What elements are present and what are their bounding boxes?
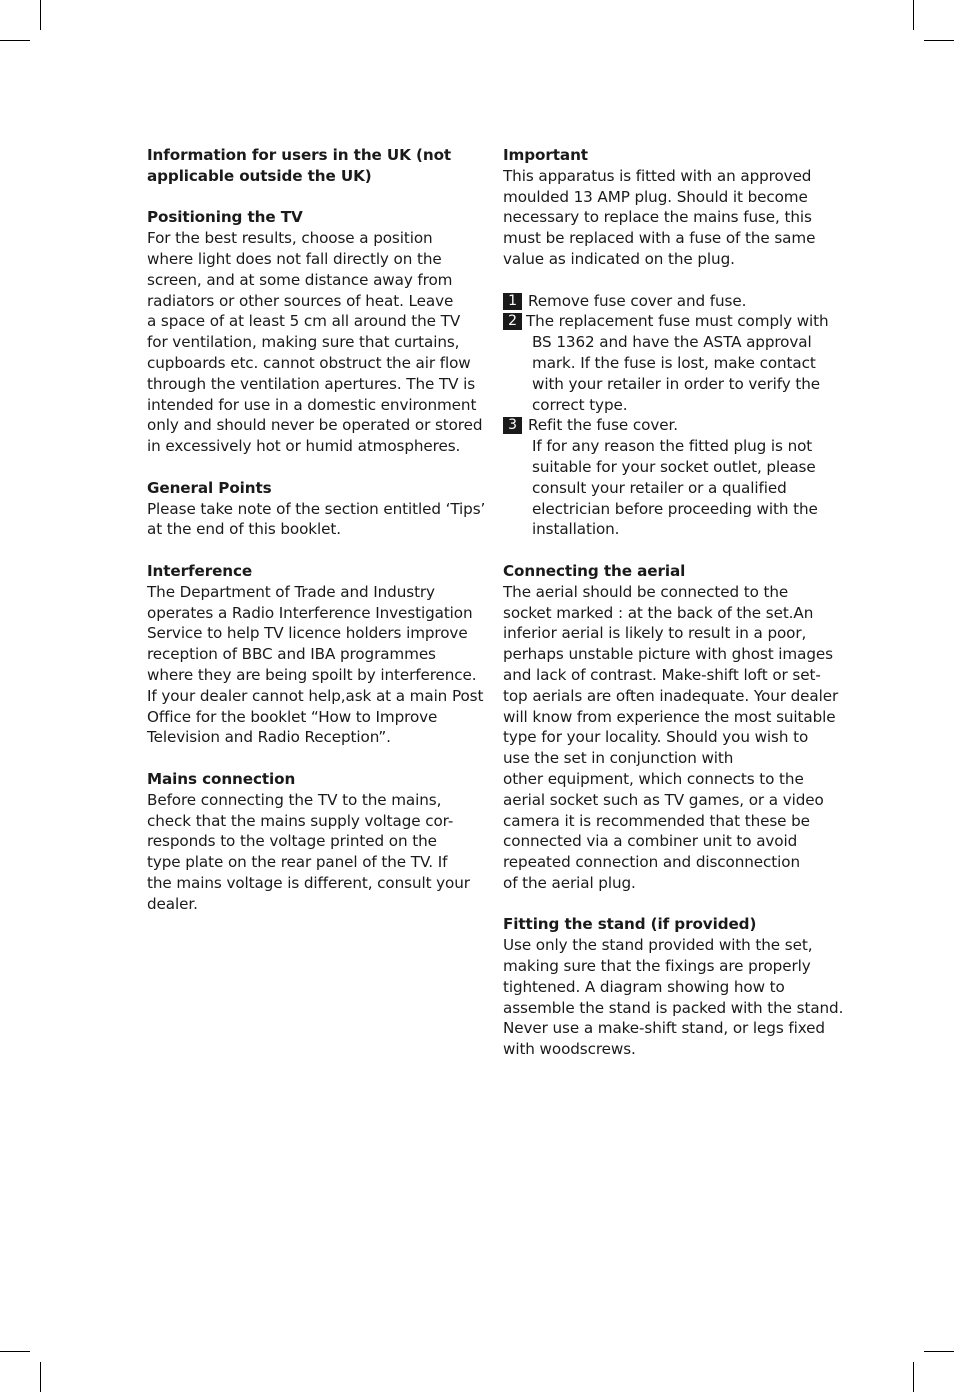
text-line: camera it is recommended that these be (503, 811, 810, 830)
fuse-steps (503, 291, 833, 541)
step-number-badge: 2 (503, 313, 522, 330)
mains-heading: Mains connection (147, 769, 296, 788)
step-number-badge: 1 (503, 293, 522, 310)
text-line: type for your locality. Should you wish to (503, 728, 809, 747)
text-line: inferior aerial is likely to result in a poor, (503, 624, 807, 643)
text-line: where they are being spoilt by interference. (147, 665, 477, 684)
stand-section (503, 914, 844, 1060)
crop-mark-bottom-left-vertical (40, 1362, 41, 1392)
info-heading-line: Information for users in the UK (not (147, 146, 452, 164)
text-line: of the aerial plug. (503, 873, 636, 892)
text-line: in excessively hot or humid atmospheres. (147, 437, 461, 456)
important-section (503, 145, 833, 270)
text-line: tightened. A diagram showing how to (503, 977, 785, 996)
crop-mark-top-left-vertical (40, 0, 41, 30)
right-column (503, 145, 844, 1081)
step-number-badge: 3 (503, 417, 522, 434)
text-line: Refit the fuse cover. (528, 416, 678, 435)
text-line: installation. (532, 520, 620, 539)
interference-section (147, 561, 484, 748)
text-line: consult your retailer or a qualified (532, 478, 787, 497)
text-line: Remove fuse cover and fuse. (528, 291, 747, 310)
positioning-heading: Positioning the TV (147, 208, 303, 227)
text-line: Use only the stand provided with the set, (503, 936, 813, 955)
mains-section (147, 769, 472, 915)
text-line: intended for use in a domestic environment (147, 395, 477, 414)
text-line: for ventilation, making sure that curtains, (147, 333, 460, 352)
left-column (147, 145, 486, 935)
positioning-section (147, 207, 483, 457)
text-line: assemble the stand is packed with the stand. (503, 998, 844, 1017)
general-points-heading: General Points (147, 478, 272, 497)
text-line: perhaps unstable picture with ghost images (503, 645, 833, 664)
text-line: radiators or other sources of heat. Leave (147, 291, 454, 310)
text-line: socket marked : at the back of the set.An (503, 603, 814, 622)
text-line: correct type. (532, 395, 628, 414)
text-line: will know from experience the most suitable (503, 707, 836, 726)
important-heading: Important (503, 146, 588, 164)
text-line: The Department of Trade and Industry (147, 582, 435, 601)
text-line: Service to help TV licence holders improve (147, 624, 468, 643)
text-line: This apparatus is fitted with an approved (503, 166, 812, 185)
crop-mark-top-left-horizontal (0, 40, 30, 41)
text-line: with woodscrews. (503, 1040, 636, 1059)
text-line: The replacement fuse must comply with (526, 312, 829, 331)
text-line: dealer. (147, 894, 198, 913)
text-line: The aerial should be connected to the (503, 582, 789, 601)
crop-mark-top-right-horizontal (924, 40, 954, 41)
text-line: a space of at least 5 cm all around the TV (147, 312, 461, 331)
text-line: repeated connection and disconnection (503, 853, 800, 872)
general-points-section (147, 478, 486, 540)
text-line: suitable for your socket outlet, please (532, 457, 816, 476)
text-line: cupboards etc. cannot obstruct the air flow (147, 353, 471, 372)
text-line: Before connecting the TV to the mains, (147, 790, 442, 809)
info-heading (147, 145, 472, 187)
text-line: screen, and at some distance away from (147, 270, 453, 289)
text-line: where light does not fall directly on the (147, 249, 442, 268)
crop-mark-bottom-right-vertical (913, 1362, 914, 1392)
positioning-text (147, 228, 483, 457)
text-line: top aerials are often inadequate. Your dealer (503, 686, 839, 705)
crop-mark-bottom-left-horizontal (0, 1351, 30, 1352)
text-line: necessary to replace the mains fuse, this (503, 208, 812, 227)
text-line: electrician before proceeding with the (532, 499, 818, 518)
step-item (503, 311, 833, 415)
text-line: moulded 13 AMP plug. Should it become (503, 187, 808, 206)
text-line: connected via a combiner unit to avoid (503, 832, 798, 851)
text-line: other equipment, which connects to the (503, 769, 804, 788)
step-item (503, 291, 833, 312)
step-item (503, 415, 833, 540)
aerial-section (503, 561, 839, 894)
stand-heading: Fitting the stand (if provided) (503, 915, 757, 934)
text-line: Never use a make-shift stand, or legs fixed (503, 1019, 825, 1038)
text-line: BS 1362 and have the ASTA approval (532, 333, 812, 352)
text-line: operates a Radio Interference Investigation (147, 603, 473, 622)
text-line: responds to the voltage printed on the (147, 832, 437, 851)
text-line: If your dealer cannot help,ask at a main Post (147, 686, 484, 705)
text-line: For the best results, choose a position (147, 229, 433, 248)
text-line: must be replaced with a fuse of the same (503, 229, 816, 248)
text-line: reception of BBC and IBA programmes (147, 645, 436, 664)
aerial-heading: Connecting the aerial (503, 561, 686, 580)
text-line: Office for the booklet “How to Improve (147, 707, 438, 726)
text-line: type plate on the rear panel of the TV. If (147, 853, 448, 872)
crop-mark-bottom-right-horizontal (924, 1351, 954, 1352)
text-line: value as indicated on the plug. (503, 249, 735, 268)
text-line: Please take note of the section entitled ‘Tips’ (147, 499, 486, 518)
text-line: and lack of contrast. Make-shift loft or set- (503, 665, 821, 684)
interference-heading: Interference (147, 561, 253, 580)
text-line: check that the mains supply voltage cor- (147, 811, 454, 830)
crop-mark-top-right-vertical (913, 0, 914, 30)
text-line: use the set in conjunction with (503, 749, 734, 768)
text-line: at the end of this booklet. (147, 520, 341, 539)
text-line: the mains voltage is different, consult your (147, 873, 470, 892)
text-line: making sure that the fixings are properly (503, 957, 811, 976)
text-line: mark. If the fuse is lost, make contact (532, 353, 816, 372)
text-line: aerial socket such as TV games, or a video (503, 790, 824, 809)
text-line: Television and Radio Reception”. (147, 728, 391, 747)
text-line: with your retailer in order to verify the (532, 374, 820, 393)
text-line: only and should never be operated or stored (147, 416, 483, 435)
text-line: If for any reason the fitted plug is not (532, 437, 813, 456)
text-line: through the ventilation apertures. The TV is (147, 374, 476, 393)
info-heading-line: applicable outside the UK) (147, 166, 372, 185)
